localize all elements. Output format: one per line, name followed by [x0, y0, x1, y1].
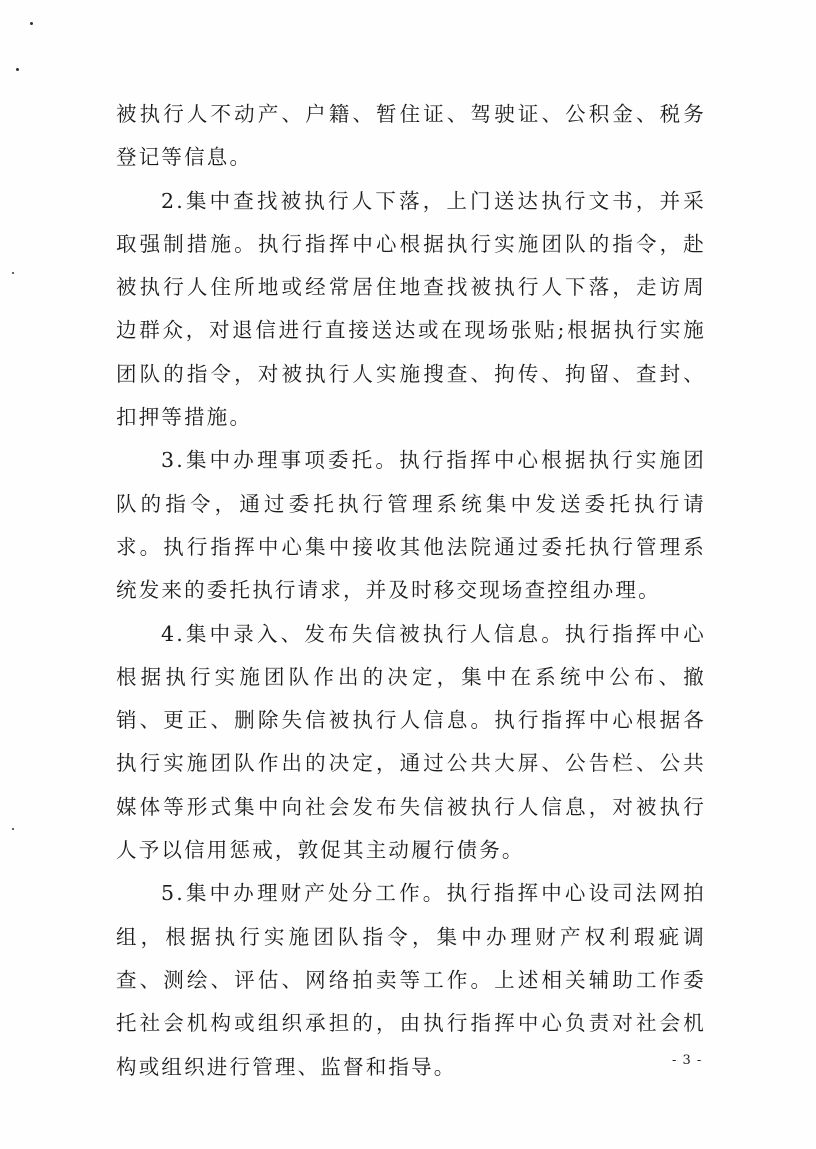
paragraph: 4.集中录入、发布失信被执行人信息。执行指挥中心根据执行实施团队作出的决定，集中在系统中公布、撤销、更正、删除失信被执行人信息。执行指挥中心根据各执行实施团队作出的决定，通过公共大屏、公告栏、公共媒体等形式集中向社会发布失信被执行人信息，对被执行人予以信用惩戒，敦促其主动履行债务。	[116, 621, 706, 863]
paragraph: 3.集中办理事项委托。执行指挥中心根据执行实施团队的指令，通过委托执行管理系统集中发送委托执行请求。执行指挥中心集中接收其他法院通过委托执行管理系统发来的委托执行请求，并及时移交现场查控组办理。	[116, 448, 706, 603]
document-body	[116, 93, 706, 1089]
paragraph: 5.集中办理财产处分工作。执行指挥中心设司法网拍组，根据执行实施团队指令，集中办理财产权利瑕疵调查、测绘、评估、网络拍卖等工作。上述相关辅助工作委托社会机构或组织承担的，由执行指挥中心负责对社会机构或组织进行管理、监督和指导。	[116, 881, 706, 1079]
page-number: - 3 -	[672, 1053, 703, 1068]
scan-speck	[16, 68, 19, 71]
paragraph: 被执行人不动产、户籍、暂住证、驾驶证、公积金、税务登记等信息。	[116, 102, 706, 170]
paragraph: 2.集中查找被执行人下落，上门送达执行文书，并采取强制措施。执行指挥中心根据执行实施团队的指令，赴被执行人住所地或经常居住地查找被执行人下落，走访周边群众，对退信进行直接送达或在现场张贴;根据执行实施团队的指令，对被执行人实施搜查、拘传、拘留、查封、扣押等措施。	[116, 188, 706, 430]
scan-speck	[12, 828, 14, 830]
scan-speck	[30, 22, 33, 25]
scan-speck	[12, 272, 14, 274]
